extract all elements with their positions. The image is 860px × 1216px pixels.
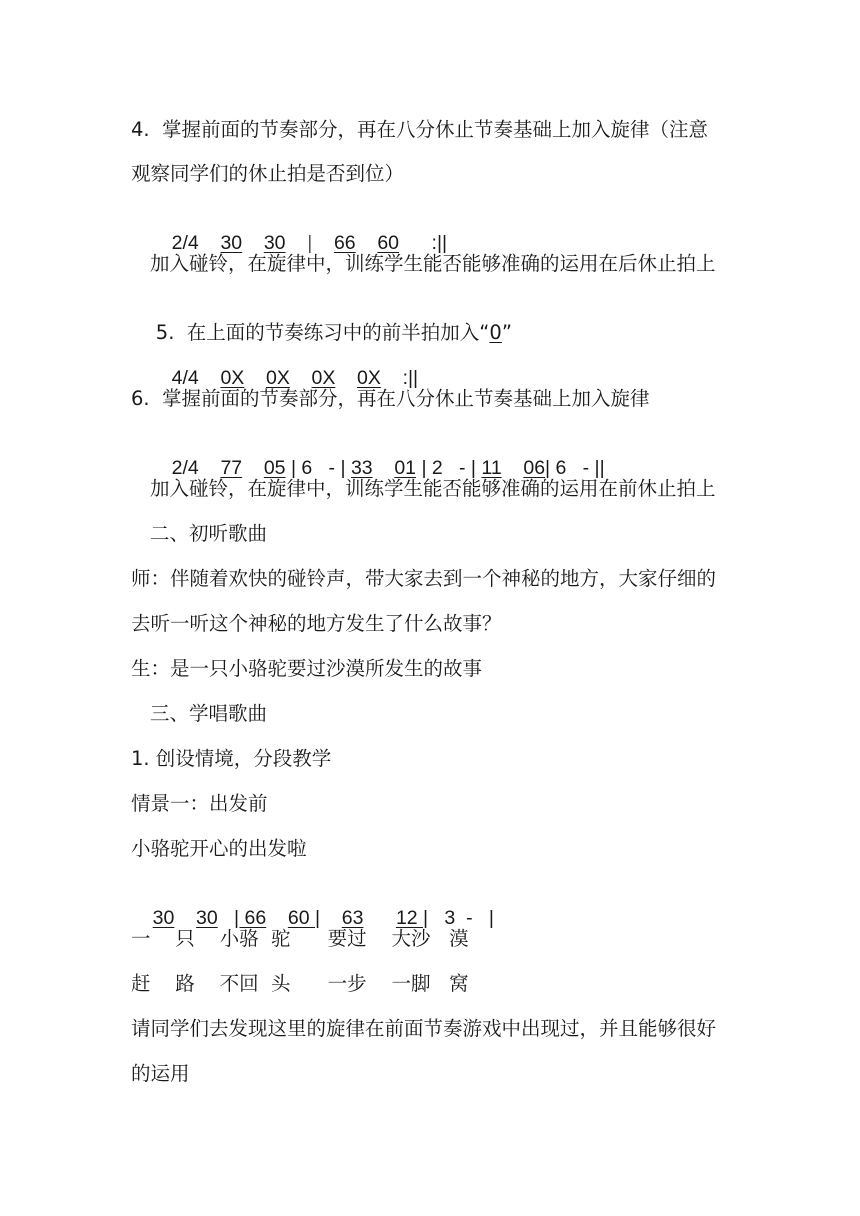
measure-tail: | 6 - |: [290, 457, 346, 479]
item-5-zero: 0: [489, 321, 502, 344]
meter: 4/4: [171, 367, 199, 389]
scene-1-title: 情景一：出发前: [131, 792, 268, 815]
beat: 0X: [311, 367, 336, 389]
bell-note-2: 加入碰铃，在旋律中，训练学生能否能够准确的运用在前休止拍上: [150, 477, 716, 500]
meter: 2/4: [171, 232, 199, 254]
item-4-line-1: 4. 掌握前面的节奏部分，再在八分休止节奏基础上加入旋律（注意: [131, 118, 709, 141]
beat: 60: [377, 232, 400, 254]
student-line: 生：是一只小骆驼要过沙漠所发生的故事: [131, 657, 483, 680]
beat: 06: [523, 457, 546, 479]
beat: 30: [152, 907, 175, 929]
repeat-sign: :||: [431, 232, 448, 254]
item-6: 6. 掌握前面的节奏部分，再在八分休止节奏基础上加入旋律: [131, 387, 650, 410]
teacher-line-2: 去听一听这个神秘的地方发生了什么故事？: [131, 612, 502, 635]
repeat-sign: :||: [402, 367, 419, 389]
beat: 12 |: [395, 907, 429, 929]
measure-tail: | 2 - |: [421, 457, 476, 479]
beat: 30: [263, 232, 286, 254]
item-5-quote: ”: [501, 321, 512, 344]
teacher-line-1: 师：伴随着欢快的碰铃声，带大家去到一个神秘的地方，大家仔细的: [131, 567, 717, 590]
beat: 11: [481, 457, 502, 479]
scene-1-description: 小骆驼开心的出发啦: [131, 837, 307, 860]
meter: 2/4: [171, 457, 199, 479]
barline: |: [307, 232, 313, 254]
beat: 0X: [220, 367, 245, 389]
closing-line-1: 请同学们去发现这里的旋律在前面节奏游戏中出现过，并且能够很好: [131, 1017, 717, 1040]
lyric-line-1: 一 只 小骆 驼 要过 大沙 漠: [131, 927, 469, 950]
step-1: 1. 创设情境，分段教学: [131, 747, 332, 770]
section-3-heading: 三、学唱歌曲: [150, 702, 268, 725]
measure-tail: 3 - |: [444, 907, 494, 929]
closing-line-2: 的运用: [131, 1062, 190, 1085]
beat: 30: [220, 232, 243, 254]
item-4-line-2: 观察同学们的休止拍是否到位）: [131, 162, 405, 185]
beat: 01: [394, 457, 417, 479]
beat: 0X: [357, 367, 381, 389]
beat: 0X: [265, 367, 290, 389]
beat: 77: [220, 457, 243, 479]
beat: | 66: [234, 907, 267, 929]
section-2-heading: 二、初听歌曲: [150, 522, 268, 545]
bell-note-1: 加入碰铃，在旋律中，训练学生能否能够准确的运用在后休止拍上: [150, 252, 716, 275]
beat: 63: [341, 907, 364, 929]
beat: 30: [196, 907, 218, 929]
beat: 33: [350, 457, 373, 479]
beat: 05: [263, 457, 286, 479]
beat: 66: [333, 232, 356, 254]
beat: 60 |: [287, 907, 321, 929]
item-5-text: 5. 在上面的节奏练习中的前半拍加入“: [155, 321, 490, 344]
lyric-line-2: 赶 路 不回 头 一步 一脚 窝: [131, 972, 469, 995]
measure-tail: | 6 - ||: [545, 457, 605, 479]
